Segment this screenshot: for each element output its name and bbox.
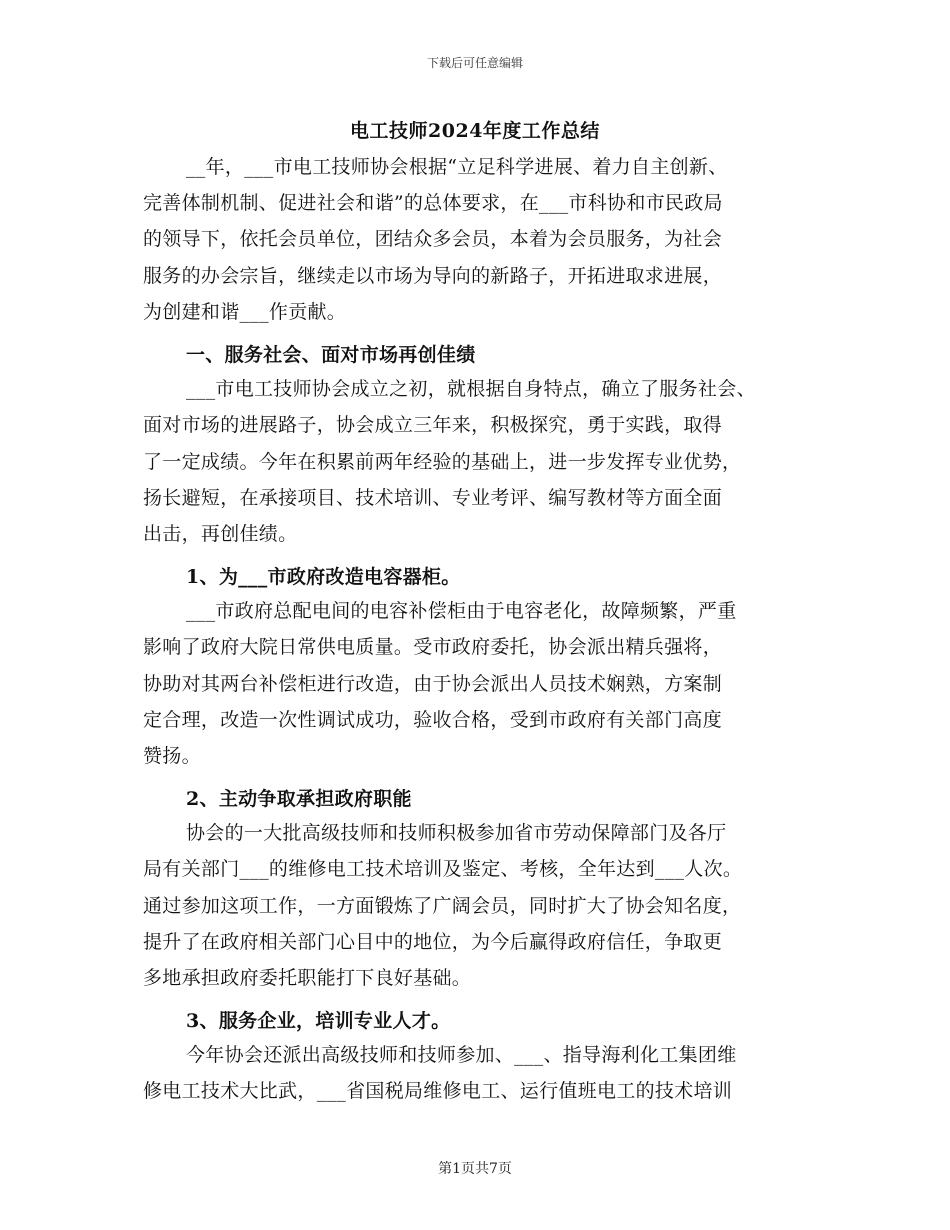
paragraph-line: 为创建和谐___作贡献。 <box>143 301 347 323</box>
paragraph-line: 出击，再创佳绩。 <box>143 523 298 545</box>
header-note: 下载后可任意编辑 <box>426 56 523 70</box>
paragraph-line: 的领导下，依托会员单位，团结众多会员，本着为会员服务，为社会 <box>143 228 723 250</box>
document-title: 电工技师2024年度工作总结 <box>350 120 600 142</box>
paragraph-line: 面对市场的进展路子，协会成立三年来，积极探究，勇于实践，取得 <box>143 414 723 436</box>
subsection-heading: 3、服务企业，培训专业人才。 <box>186 1010 451 1032</box>
paragraph-line: 修电工技术大比武，___省国税局维修电工、运行值班电工的技术培训 <box>143 1080 733 1102</box>
paragraph-line: 影响了政府大院日常供电质量。受市政府委托，协会派出精兵强将， <box>143 636 723 658</box>
paragraph-line: ___市政府总配电间的电容补偿柜由于电容老化，故障频繁，严重 <box>186 600 737 622</box>
page-number: 第1页共7页 <box>438 1161 512 1177</box>
subsection-heading: 2、主动争取承担政府职能 <box>186 788 412 810</box>
paragraph-line: 扬长避短，在承接项目、技术培训、专业考评、编写教材等方面全面 <box>143 487 723 509</box>
subsection-heading: 1、为___市政府改造电容器柜。 <box>186 566 461 588</box>
paragraph-line: 局有关部门___的维修电工技术培训及鉴定、考核，全年达到___人次。 <box>143 858 743 880</box>
paragraph-line: 服务的办会宗旨，继续走以市场为导向的新路子，开拓进取求进展， <box>143 265 723 287</box>
paragraph-line: 赞扬。 <box>143 745 201 767</box>
paragraph-line: 协助对其两台补偿柜进行改造，由于协会派出人员技术娴熟，方案制 <box>143 673 723 695</box>
paragraph-line: 多地承担政府委托职能打下良好基础。 <box>143 967 472 989</box>
paragraph-line: 提升了在政府相关部门心目中的地位，为今后赢得政府信任，争取更 <box>143 931 723 953</box>
paragraph-line: 通过参加这项工作，一方面锻炼了广阔会员，同时扩大了协会知名度， <box>143 895 742 917</box>
section-heading: 一、服务社会、面对市场再创佳绩 <box>186 344 476 366</box>
paragraph-line: 协会的一大批高级技师和技师积极参加省市劳动保障部门及各厅 <box>186 822 727 844</box>
paragraph-line: 今年协会还派出高级技师和技师参加、___、指导海利化工集团维 <box>186 1044 737 1066</box>
paragraph-line: 定合理，改造一次性调试成功，验收合格，受到市政府有关部门高度 <box>143 709 723 731</box>
paragraph-line: __年，___市电工技师协会根据“立足科学进展、着力自主创新、 <box>186 156 728 178</box>
paragraph-line: 完善体制机制、促进社会和谐”的总体要求，在___市科协和市民政局 <box>143 192 723 214</box>
paragraph-line: ___市电工技师协会成立之初，就根据自身特点，确立了服务社会、 <box>186 378 756 400</box>
paragraph-line: 了一定成绩。今年在积累前两年经验的基础上，进一步发挥专业优势， <box>143 451 742 473</box>
